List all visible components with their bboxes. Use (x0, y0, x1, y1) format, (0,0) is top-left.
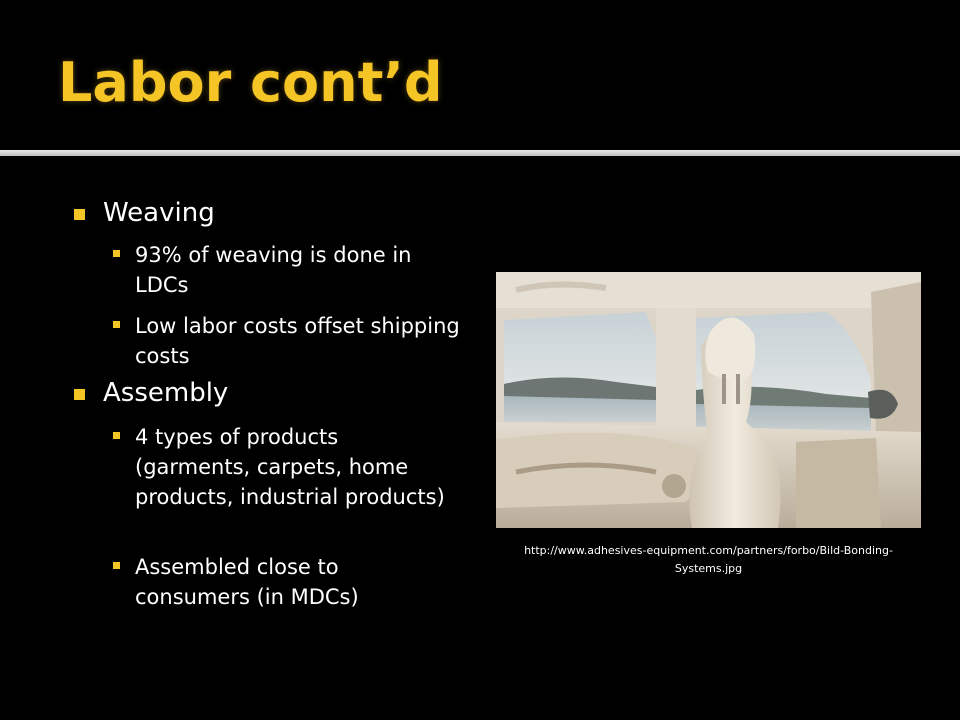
car-interior-photo (496, 272, 921, 528)
caption-line-2: Systems.jpg (674, 562, 743, 575)
slide-body (0, 156, 960, 720)
sub-bullet-assembly-consumers: Assembled close to consumers (in MDCs) (135, 555, 359, 609)
bullet-assembly: Assembly (103, 378, 229, 408)
bullet-square-icon (74, 389, 85, 400)
sub-bullet-weaving-costs: Low labor costs offset shipping costs (135, 314, 460, 368)
bullet-square-icon (113, 250, 120, 257)
bullet-square-icon (74, 209, 85, 220)
slide-title: Labor cont’d (58, 51, 443, 114)
caption-line-1: http://www.adhesives-equipment.com/partners/forbo/Bild-Bonding- (524, 544, 893, 557)
title-bar (0, 0, 960, 150)
bullet-square-icon (113, 321, 120, 328)
sub-bullet-assembly-products: 4 types of products (garments, carpets, home products, industrial products) (135, 425, 445, 509)
sub-bullet-weaving-ldc: 93% of weaving is done in LDCs (135, 243, 412, 297)
bullet-square-icon (113, 432, 120, 439)
bullet-weaving: Weaving (103, 198, 215, 228)
bullet-square-icon (113, 562, 120, 569)
image-source-caption (496, 542, 921, 578)
